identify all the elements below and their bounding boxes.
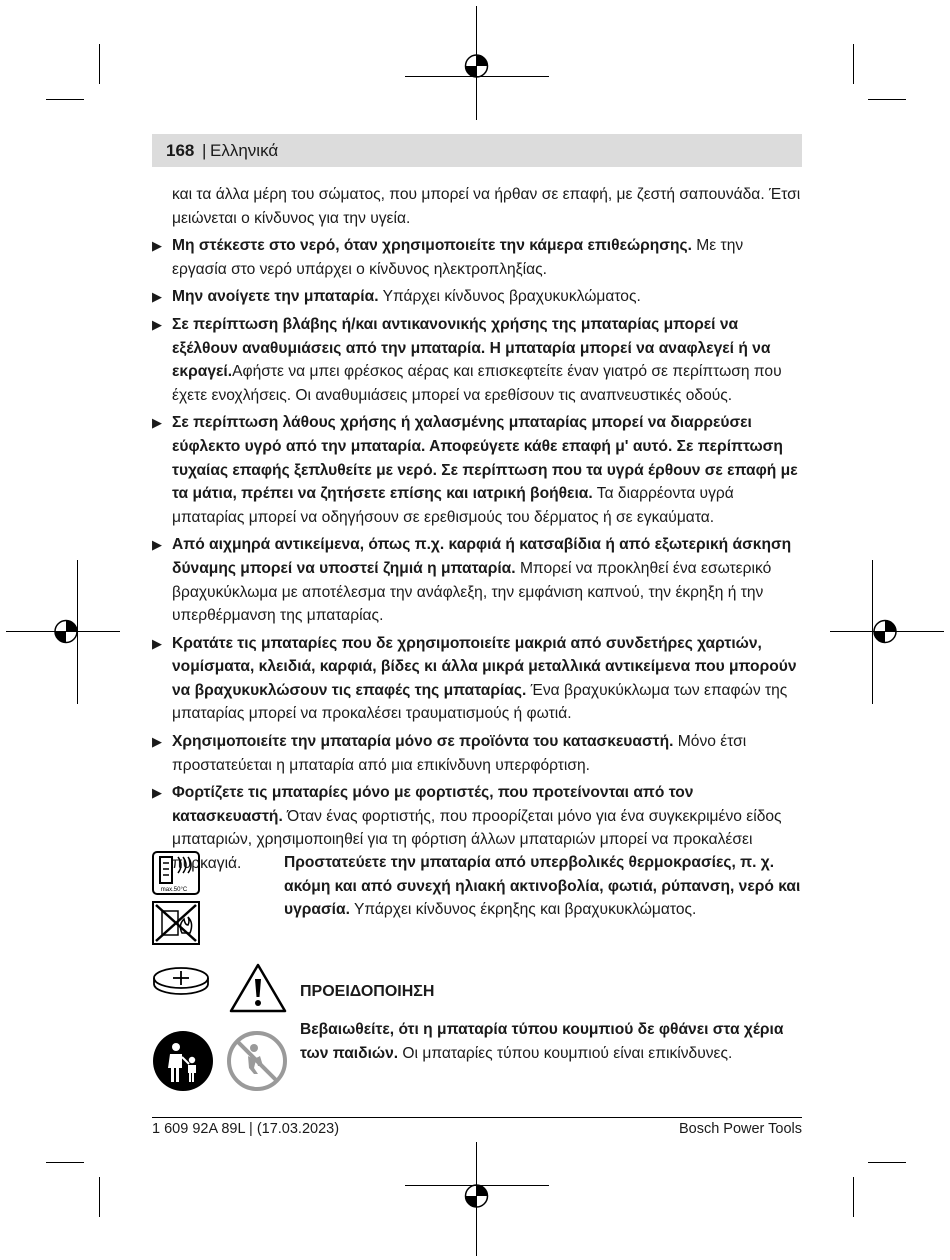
safety-item — [152, 313, 802, 407]
safety-item-bold: Κρατάτε τις μπαταρίες που δε χρησιμοποιείτε μακριά από συνδετήρες χαρτιών, νομίσματα, κλειδιά, καρφιά, βίδες κι άλλα μικρά μεταλλικά αντικείμενα που μπορούν να βραχυκυκλώσουν τις επαφές της μπαταρίας. — [172, 634, 797, 699]
button-cell-battery-icon — [152, 966, 210, 996]
warning-triangle-icon — [228, 962, 288, 1014]
protect-text — [284, 851, 802, 922]
header-language: Ελληνικά — [210, 141, 279, 160]
safety-item-bold: Από αιχμηρά αντικείμενα, όπως π.χ. καρφιά ή κατσαβίδια ή από εξωτερική άσκηση δύναμης μπορεί να υποστεί ζημιά η μπαταρία. — [172, 536, 792, 577]
safety-item — [152, 234, 802, 281]
warning-text — [300, 1018, 802, 1065]
crop-mark — [868, 99, 906, 100]
max-temperature-label: max.50°C — [160, 887, 188, 893]
crop-mark — [46, 1162, 84, 1163]
page-content — [152, 183, 802, 1062]
safety-item — [152, 533, 802, 627]
crop-mark — [868, 1162, 906, 1163]
keep-away-children-icon — [152, 1030, 214, 1092]
safety-item — [152, 730, 802, 777]
no-swallow-icon — [226, 1030, 288, 1092]
warning-bold: Βεβαιωθείτε, ότι η μπαταρία τύπου κουμπιού δε φθάνει στα χέρια των παιδιών. — [300, 1021, 784, 1062]
bullet-arrow-icon: ▶ — [152, 316, 162, 332]
page-number: 168 — [166, 141, 195, 160]
safety-item-text: Μόνο έτσι προστατεύεται η μπαταρία από μια επικίνδυνη υπερφόρτιση. — [172, 733, 747, 774]
safety-item-bold: Χρησιμοποιείτε την μπαταρία μόνο σε προϊόντα του κατασκευαστή. — [172, 733, 674, 751]
registration-mark-right-icon — [830, 560, 944, 704]
safety-item-bold: Μη στέκεστε στο νερό, όταν χρησιμοποιείτε την κάμερα επιθεώρησης. — [172, 237, 692, 255]
safety-item-text: Με την εργασία στο νερό υπάρχει ο κίνδυνος ηλεκτροπληξίας. — [172, 237, 744, 278]
safety-item-text: Τα διαρρέοντα υγρά μπαταρίας μπορεί να οδηγήσουν σε ερεθισμούς του δέρματος ή σε εγκαύματα. — [172, 485, 734, 526]
continuation-paragraph: και τα άλλα μέρη του σώματος, που μπορεί να ήρθαν σε επαφή, με ζεστή σαπουνάδα. Έτσι μειώνεται ο κίνδυνος για την υγεία. — [172, 186, 801, 227]
footer-divider — [152, 1117, 802, 1118]
warning-title: ΠΡΟΕΙΔΟΠΟΙΗΣΗ — [300, 983, 435, 1000]
bullet-arrow-icon: ▶ — [152, 734, 162, 750]
footer-brand: Bosch Power Tools — [678, 1121, 802, 1137]
warning-block — [152, 958, 802, 1098]
safety-item-bold: Σε περίπτωση λάθους χρήσης ή χαλασμένης μπαταρίας μπορεί να διαρρεύσει εύφλεκτο υγρό από την μπαταρία. Αποφεύγετε κάθε επαφή μ' αυτό. Σε περίπτωση τυχαίας επαφής ξεπλυθείτε με νερό. Σε περίπτωση που τα υγρά έρθουν σε επαφή με τα μάτια, πρέπει να ζητήσετε επίσης και ιατρική βοήθεια. — [172, 414, 798, 503]
safety-item-bold: Μην ανοίγετε την μπαταρία. — [172, 288, 379, 306]
protect-normal: Υπάρχει κίνδυνος έκρηξης και βραχυκυκλώματος. — [349, 901, 697, 919]
safety-item-text: Μπορεί να προκληθεί ένα εσωτερικό βραχυκύκλωμα με αποτέλεσμα την ανάφλεξη, την εμφάνιση καπνού, την έκρηξη ή την υπερθέρμανση της μπαταρίας. — [172, 559, 772, 625]
crop-mark — [853, 44, 854, 84]
page-header — [152, 134, 802, 167]
crop-mark — [853, 1177, 854, 1217]
safety-item — [152, 285, 802, 309]
safety-item — [152, 411, 802, 529]
crop-mark — [46, 99, 84, 100]
safety-item-text: Αφήστε να μπει φρέσκος αέρας και επισκεφτείτε έναν γιατρό σε περίπτωση που έχετε ενοχλήσεις. Οι αναθυμιάσεις μπορεί να ερεθίσουν τις αναπνευστικές οδούς. — [172, 363, 782, 404]
bullet-arrow-icon: ▶ — [152, 238, 162, 254]
warning-normal: Οι μπαταρίες τύπου κουμπιού είναι επικίνδυνες. — [398, 1044, 733, 1062]
footer-document-id: 1 609 92A 89L | (17.03.2023) — [152, 1121, 340, 1137]
crop-mark — [99, 1177, 100, 1217]
registration-mark-bottom-icon — [405, 1142, 549, 1256]
safety-item-text: Υπάρχει κίνδυνος βραχυκυκλώματος. — [378, 288, 641, 306]
safety-item-bold: Σε περίπτωση βλάβης ή/και αντικανονικής χρήσης της μπαταρίας μπορεί να εξέλθουν αναθυμιάσεις από την μπαταρία. Η μπαταρία μπορεί να αναφλεγεί ή να εκραγεί. — [172, 315, 771, 381]
bullet-arrow-icon: ▶ — [152, 415, 162, 431]
protect-battery-block — [152, 851, 802, 951]
safety-item — [152, 632, 802, 726]
bullet-arrow-icon: ▶ — [152, 289, 162, 305]
safety-item-text: Ένα βραχυκύκλωμα των επαφών της μπαταρίας μπορεί να προκαλέσει τραυματισμούς ή φωτιά. — [172, 681, 788, 723]
no-fire-water-icon — [152, 901, 200, 945]
bullet-arrow-icon: ▶ — [152, 785, 162, 801]
safety-item-bold: Φορτίζετε τις μπαταρίες μόνο με φορτιστές, που προτείνονται από τον κατασκευαστή. — [172, 784, 694, 825]
bullet-arrow-icon: ▶ — [152, 537, 162, 553]
registration-mark-left-icon — [6, 560, 120, 704]
header-separator: | — [202, 141, 207, 160]
registration-mark-top-icon — [405, 6, 549, 120]
max-temperature-icon — [152, 851, 200, 895]
bullet-arrow-icon: ▶ — [152, 635, 162, 651]
safety-item-text: Όταν ένας φορτιστής, που προορίζεται μόνο για ένα συγκεκριμένο είδος μπαταριών, χρησιμοποιηθεί για τη φόρτιση άλλων μπαταριών μπορεί να προκαλέσει πυρκαγιά. — [172, 807, 782, 873]
crop-mark — [99, 44, 100, 84]
protect-bold: Προστατεύετε την μπαταρία από υπερβολικές θερμοκρασίες, π. χ. ακόμη και από συνεχή ηλιακή ακτινοβολία, φωτιά, ρύπανση, νερό και υγρασία. — [284, 854, 801, 919]
